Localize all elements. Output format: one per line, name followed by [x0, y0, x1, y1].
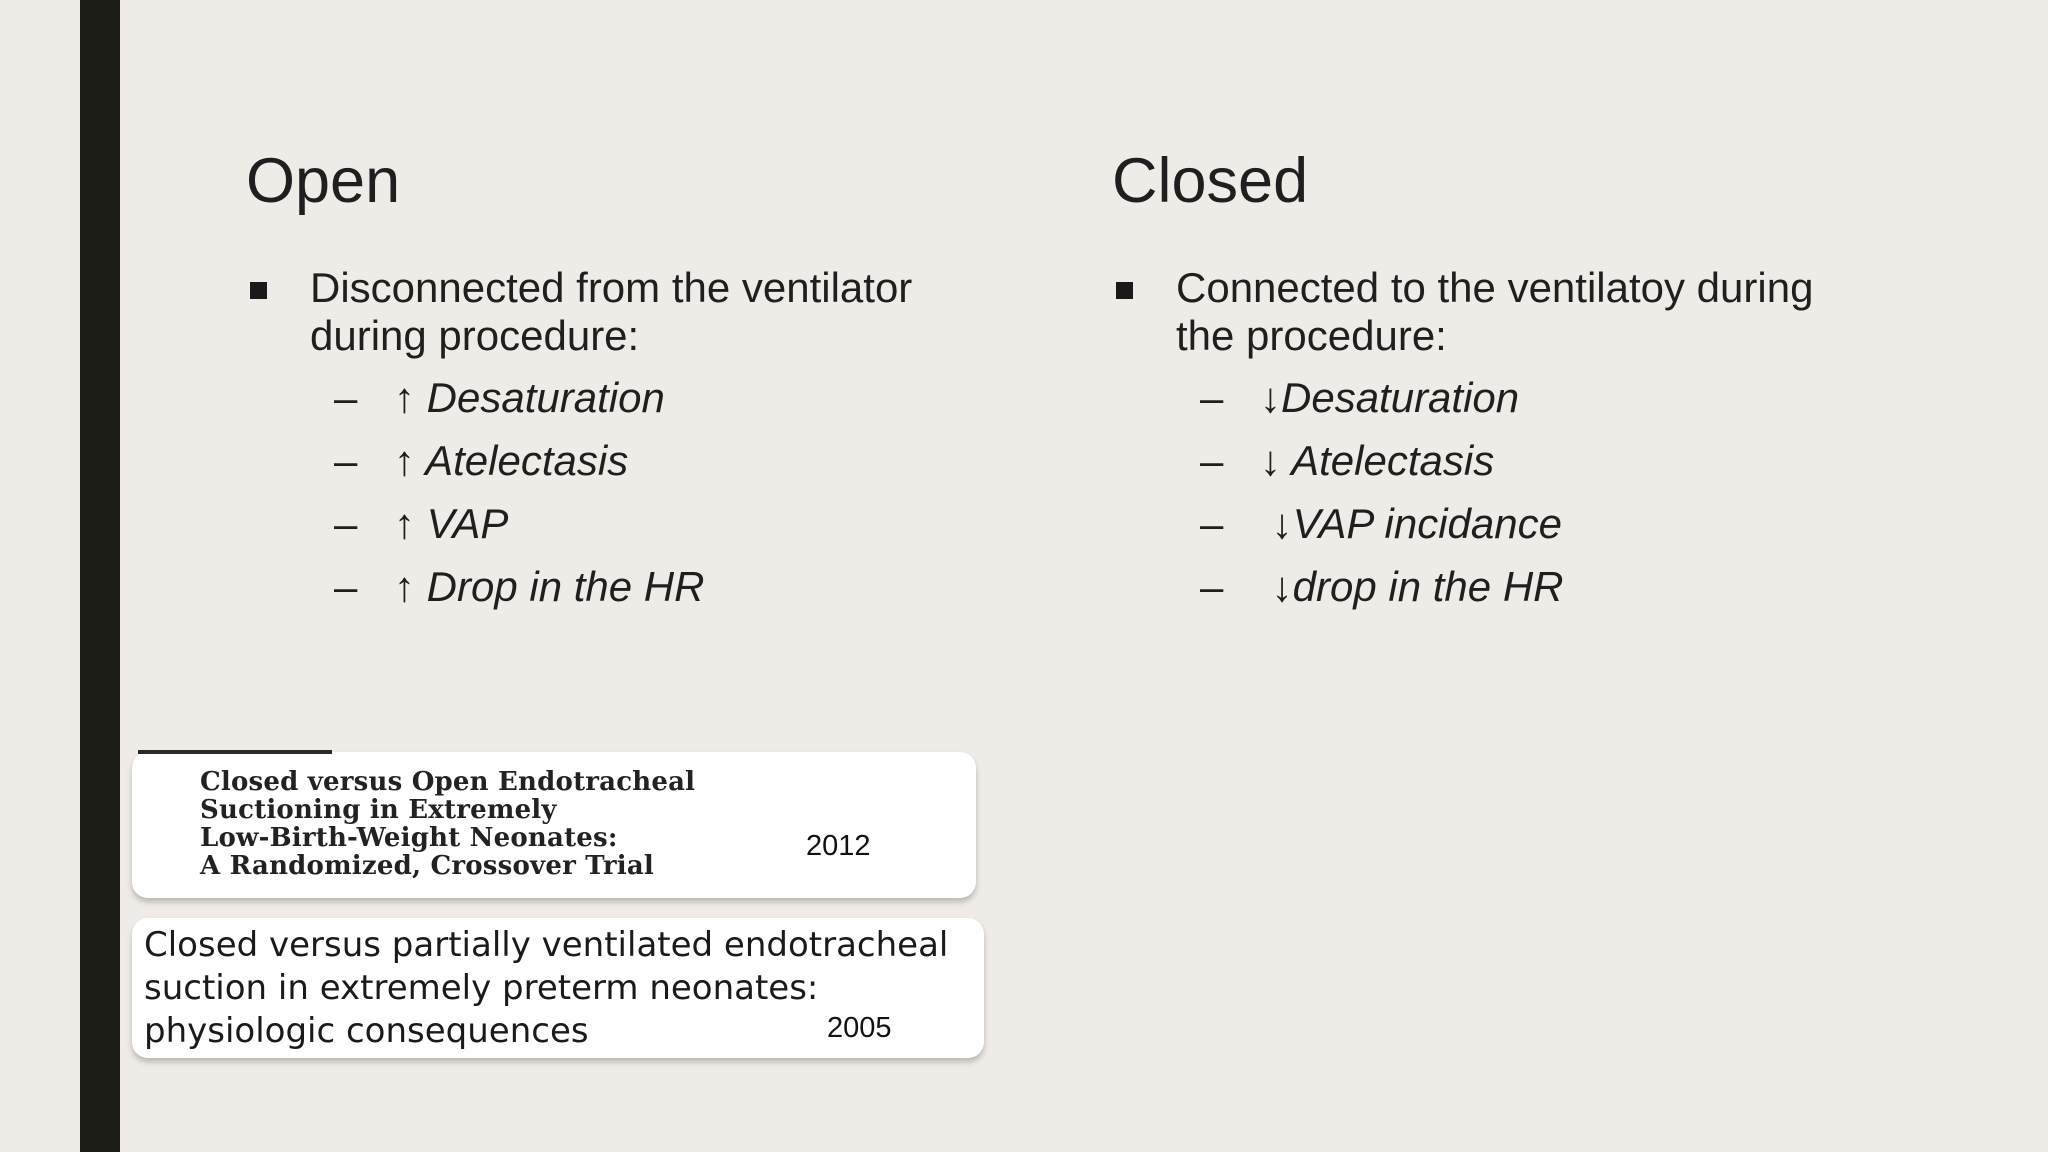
dash-icon: –	[1200, 437, 1224, 484]
open-bullet-text: Disconnected from the ventilator during procedure:	[310, 264, 913, 359]
list-item	[246, 370, 1026, 426]
dash-icon: –	[1200, 374, 1224, 421]
list-item	[246, 559, 1026, 615]
list-item	[246, 433, 1026, 489]
open-item-text: ↑ VAP	[394, 500, 509, 547]
closed-title: Closed	[1112, 146, 1309, 216]
dash-icon: –	[334, 500, 358, 547]
list-item	[1112, 370, 1892, 426]
closed-item-text: ↓drop in the HR	[1260, 563, 1564, 610]
reference-year: 2005	[827, 1012, 892, 1044]
closed-bullet-text: Connected to the ventilatoy during the procedure:	[1176, 264, 1814, 359]
list-item	[1112, 433, 1892, 489]
dash-icon: –	[334, 563, 358, 610]
list-item	[1112, 559, 1892, 615]
open-item-text: ↑ Drop in the HR	[394, 563, 705, 610]
square-bullet-icon	[1116, 282, 1133, 299]
reference-card-2012	[132, 752, 976, 898]
dash-icon: –	[334, 437, 358, 484]
reference-card-2005	[132, 918, 984, 1058]
reference-title: Closed versus Open Endotracheal Suctioning in Extremely Low-Birth-Weight Neonates: A Randomized, Crossover Trial	[200, 767, 696, 881]
reference-year: 2012	[806, 830, 871, 862]
closed-item-text: ↓VAP incidance	[1260, 500, 1562, 547]
open-item-text: ↑ Desaturation	[394, 374, 665, 421]
list-item	[1112, 496, 1892, 552]
square-bullet-icon	[250, 282, 267, 299]
dash-icon: –	[334, 374, 358, 421]
reference-title: Closed versus partially ventilated endotracheal suction in extremely preterm neonates: physiologic consequences	[144, 925, 949, 1051]
dash-icon: –	[1200, 500, 1224, 547]
closed-item-text: ↓Desaturation	[1260, 374, 1520, 421]
open-item-text: ↑ Atelectasis	[394, 437, 629, 484]
slide-accent-bar	[80, 0, 120, 1152]
reference-divider	[138, 750, 332, 754]
open-title: Open	[246, 146, 401, 216]
list-item	[246, 496, 1026, 552]
dash-icon: –	[1200, 563, 1224, 610]
closed-item-text: ↓ Atelectasis	[1260, 437, 1495, 484]
